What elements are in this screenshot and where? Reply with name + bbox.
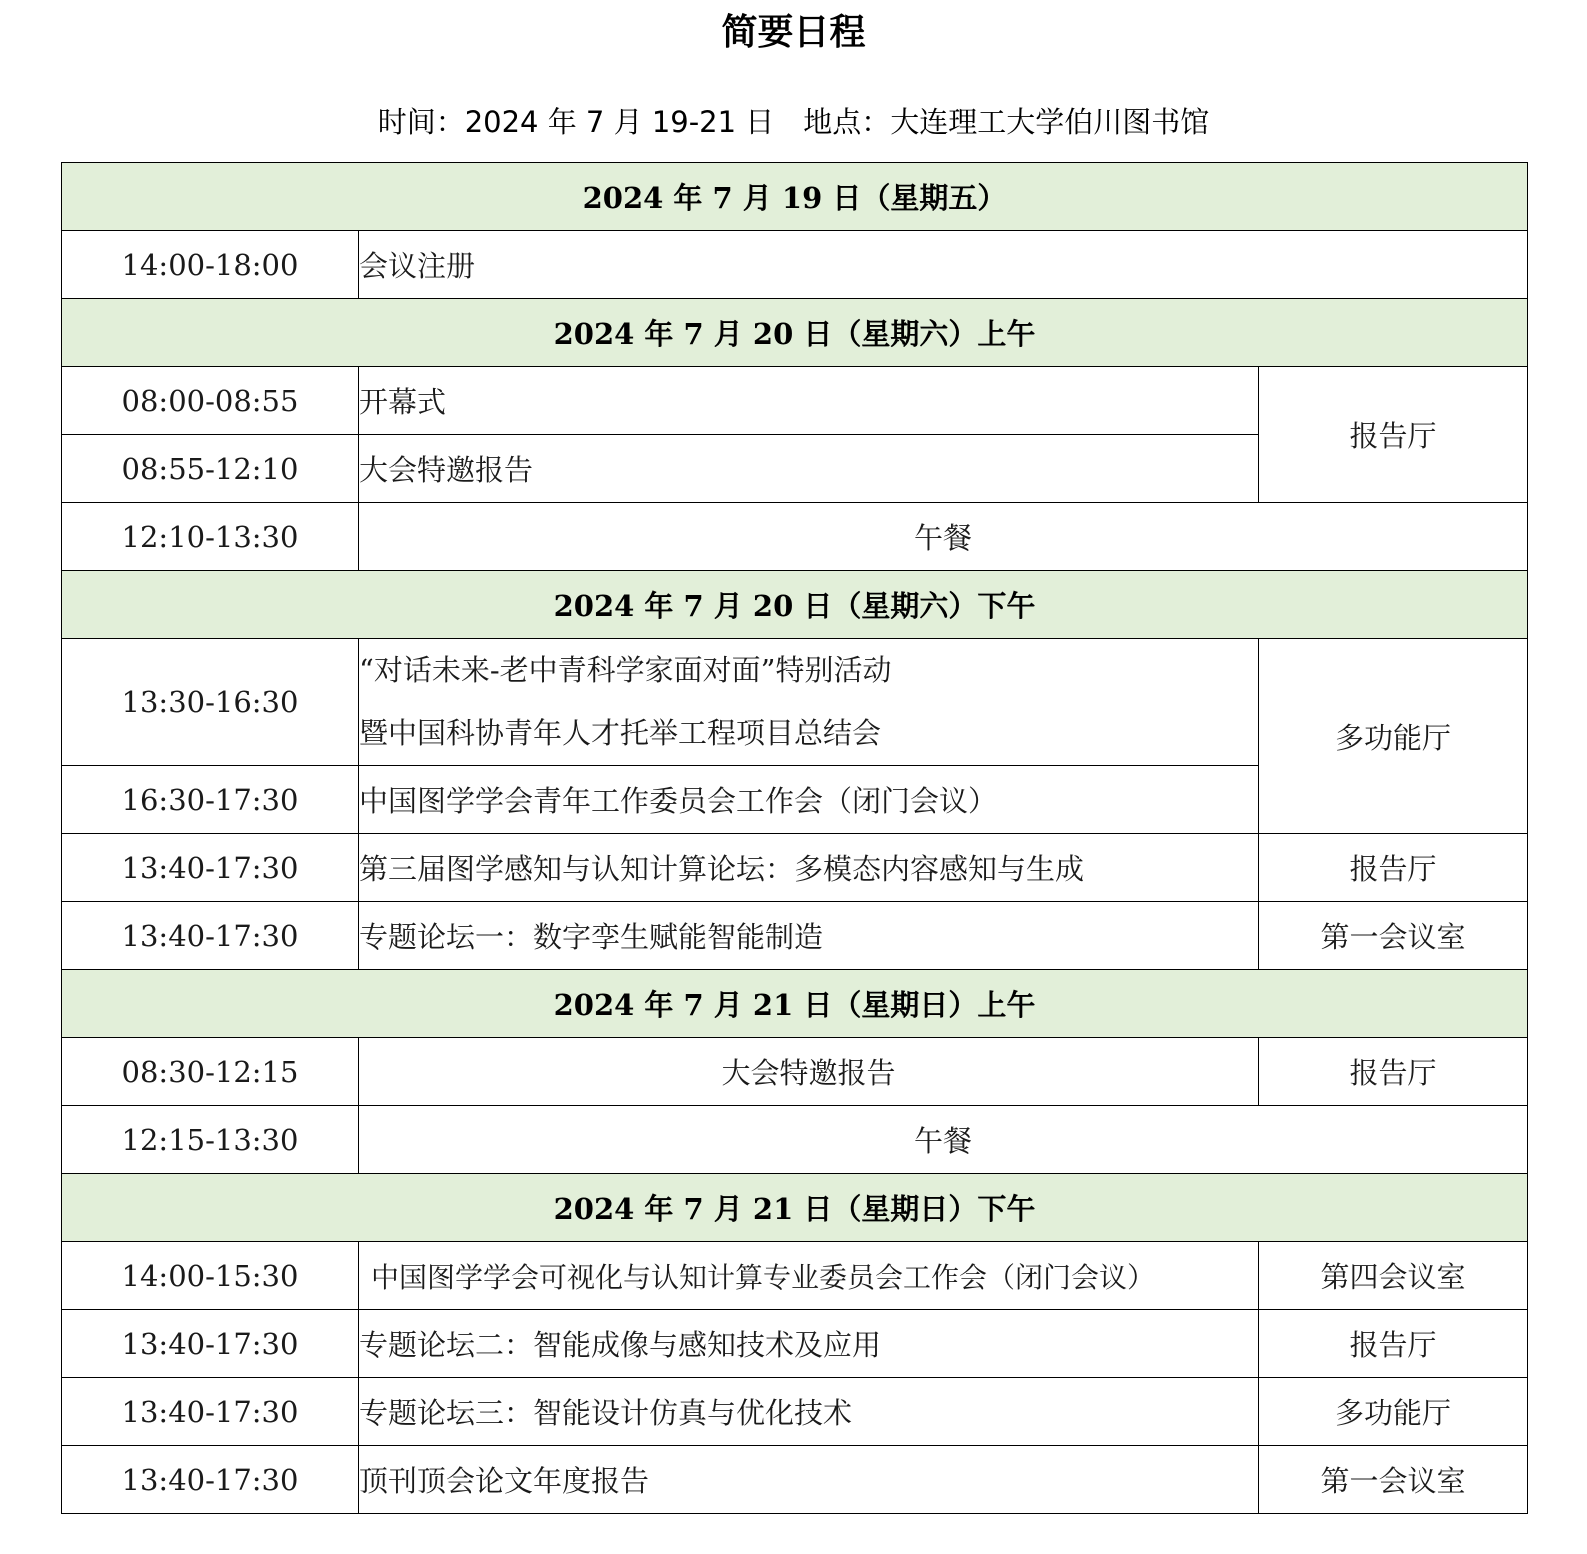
day-header: 2024 年 7 月 20 日（星期六）上午 xyxy=(62,299,1528,367)
day-header-row xyxy=(62,299,1528,367)
day-header: 2024 年 7 月 21 日（星期日）上午 xyxy=(62,970,1528,1038)
page-subtitle: 时间：2024 年 7 月 19-21 日 地点：大连理工大学伯川图书馆 xyxy=(377,105,1210,139)
venue-cell: 第一会议室 xyxy=(1259,902,1528,970)
event-line: “对话未来-老中青科学家面对面”特别活动 xyxy=(359,653,892,687)
time-cell: 13:40-17:30 xyxy=(62,1378,359,1446)
time-cell: 12:15-13:30 xyxy=(62,1106,359,1174)
venue-cell: 多功能厅 xyxy=(1259,639,1528,834)
day-header-row xyxy=(62,970,1528,1038)
time-cell: 08:55-12:10 xyxy=(62,435,359,503)
table-row xyxy=(62,1106,1528,1174)
event-cell: 中国图学学会可视化与认知计算专业委员会工作会（闭门会议） xyxy=(359,1242,1259,1310)
table-row xyxy=(62,231,1528,299)
day-header-row xyxy=(62,163,1528,231)
event-cell xyxy=(359,639,1259,766)
event-cell: 开幕式 xyxy=(359,367,1259,435)
event-cell: 午餐 xyxy=(359,1106,1528,1174)
schedule-table xyxy=(61,162,1528,1514)
table-row xyxy=(62,1310,1528,1378)
time-cell: 13:40-17:30 xyxy=(62,1310,359,1378)
day-header-row xyxy=(62,571,1528,639)
table-row xyxy=(62,1242,1528,1310)
day-header-row xyxy=(62,1174,1528,1242)
venue-cell: 多功能厅 xyxy=(1259,1378,1528,1446)
time-cell: 14:00-15:30 xyxy=(62,1242,359,1310)
venue-cell: 第四会议室 xyxy=(1259,1242,1528,1310)
time-cell: 13:30-16:30 xyxy=(62,639,359,766)
event-cell: 顶刊顶会论文年度报告 xyxy=(359,1446,1259,1514)
event-cell: 大会特邀报告 xyxy=(359,1038,1259,1106)
table-row xyxy=(62,503,1528,571)
event-cell: 会议注册 xyxy=(359,231,1528,299)
page-title: 简要日程 xyxy=(721,12,866,53)
day-header: 2024 年 7 月 21 日（星期日）下午 xyxy=(62,1174,1528,1242)
time-cell: 08:00-08:55 xyxy=(62,367,359,435)
venue-cell: 报告厅 xyxy=(1259,1310,1528,1378)
day-header: 2024 年 7 月 20 日（星期六）下午 xyxy=(62,571,1528,639)
event-cell: 午餐 xyxy=(359,503,1528,571)
time-cell: 14:00-18:00 xyxy=(62,231,359,299)
time-cell: 08:30-12:15 xyxy=(62,1038,359,1106)
venue-cell: 报告厅 xyxy=(1259,1038,1528,1106)
venue-cell: 报告厅 xyxy=(1259,367,1528,503)
event-cell: 专题论坛二：智能成像与感知技术及应用 xyxy=(359,1310,1259,1378)
table-row xyxy=(62,1038,1528,1106)
time-cell: 12:10-13:30 xyxy=(62,503,359,571)
table-row xyxy=(62,834,1528,902)
event-cell: 中国图学学会青年工作委员会工作会（闭门会议） xyxy=(359,766,1259,834)
table-row xyxy=(62,902,1528,970)
event-cell: 专题论坛一：数字孪生赋能智能制造 xyxy=(359,902,1259,970)
time-cell: 13:40-17:30 xyxy=(62,834,359,902)
table-row xyxy=(62,1378,1528,1446)
time-cell: 13:40-17:30 xyxy=(62,1446,359,1514)
time-cell: 13:40-17:30 xyxy=(62,902,359,970)
time-cell: 16:30-17:30 xyxy=(62,766,359,834)
table-row xyxy=(62,367,1528,435)
venue-cell: 第一会议室 xyxy=(1259,1446,1528,1514)
event-cell: 大会特邀报告 xyxy=(359,435,1259,503)
event-line: 暨中国科协青年人才托举工程项目总结会 xyxy=(359,716,882,750)
event-cell: 第三届图学感知与认知计算论坛：多模态内容感知与生成 xyxy=(359,834,1259,902)
table-row xyxy=(62,639,1528,766)
event-cell: 专题论坛三：智能设计仿真与优化技术 xyxy=(359,1378,1259,1446)
venue-cell: 报告厅 xyxy=(1259,834,1528,902)
table-row xyxy=(62,1446,1528,1514)
day-header: 2024 年 7 月 19 日（星期五） xyxy=(62,163,1528,231)
